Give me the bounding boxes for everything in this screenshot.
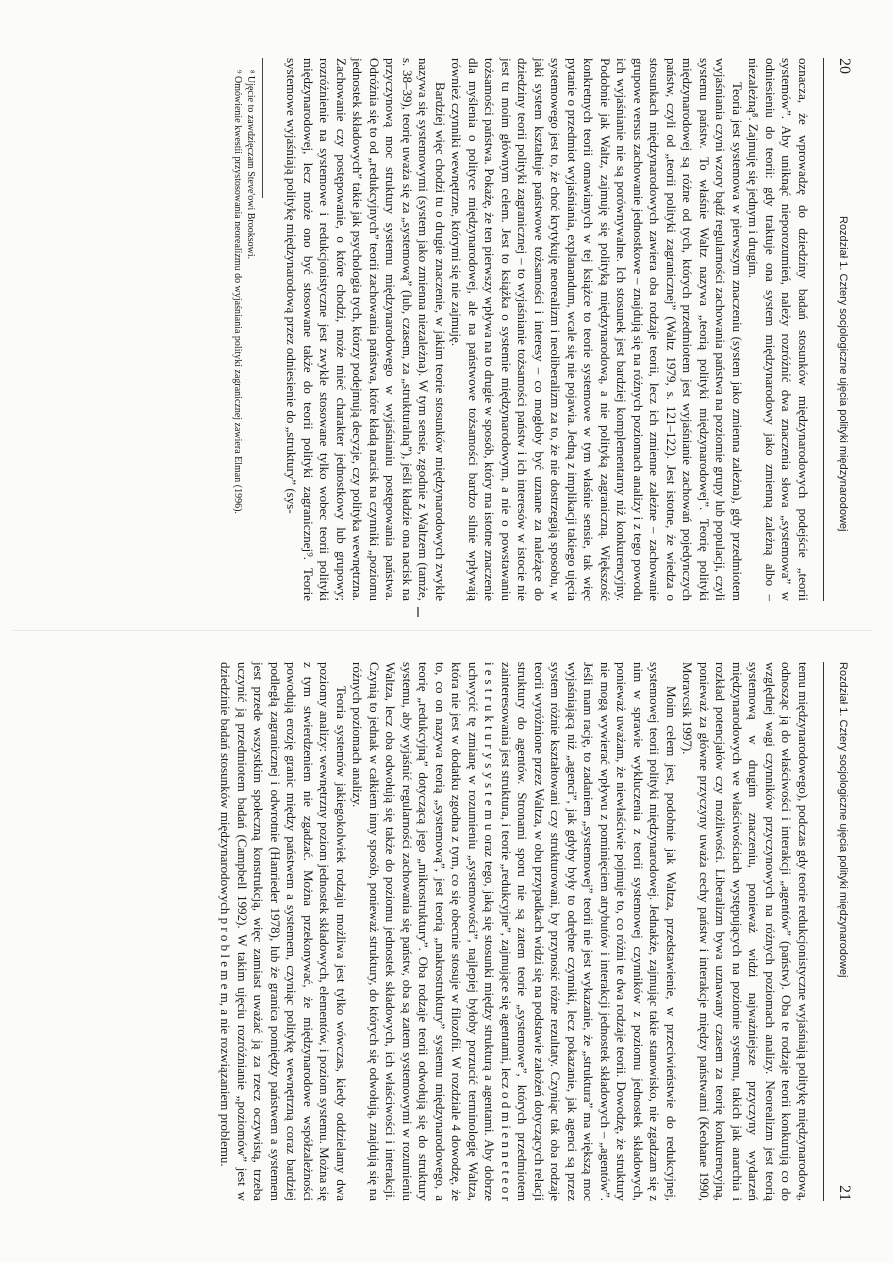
footnote: ⁸ Ujęcie to zawdzięczam Steve'owi Brooksowi. bbox=[245, 70, 256, 260]
paragraph: Bardziej więc chodzi tu o drugie znaczenie, w jakim teorie stosunków międzynarodowych zwykle nazywa się systemowymi (system jako zmienna niezależna). W tym sensie, zgodnie z Waltzem (tamże, s. 38–39), teorię uważa się za „systemową” (lub, czasem, za „strukturalną”), jeśli kładzie ona nacisk na przyczynową moc struktury systemu międzynarodowego w wyjaśnianiu postępowania państwa. Odróżnia się to od „redukcyjnych” teorii zachowania państwa, które kładą nacisk na czynniki „poziomu jednostek składowych” takie jak psychologia tych, którzy podejmują decyzje, czy polityka wewnętrzna. Zachowanie czy postępowanie, o które chodzi, może mieć charakter jednostkowy lub grupowy; rozróżnienie na systemowe i redukcjonistyczne jest zwykle stosowane tylko wobec teorii polityki międzynarodowej, lecz może ono być stosowane także do teorii polityki zagranicznej⁹. Teorie systemowe wyjaśniają politykę międzynarodową przez odniesienie do „struktury” (sys- bbox=[284, 58, 448, 601]
running-header: Rozdział 1. Cztery socjologiczne ujęcia polityki międzynarodowej bbox=[837, 216, 849, 532]
paragraph: Moim celem jest, podobnie jak Waltza, przedstawienie, w przeciwieństwie do redukcyjnej, systemowej teorii polityki międzynarodowej. Jednakże, zajmując takie stanowisko, nie zgadzam się z nim w sprawie wykluczenia z teorii systemowej czynników z poziomu jednostek składowych, ponieważ uważam, że niewłaściwie pojmuje to, co różni te dwa rodzaje teorii. Dowodzę, że struktury nie mogą wywierać wpływu z pominięciem atrybutów i interakcji jednostek składowych – „agentów”. Jeśli mam rację, to zadaniem „systemowej” teorii nie jest wykazanie, że „struktura” ma większą moc wyjaśniającą niż „agenci”, jak gdyby były to odrębne czynniki, lecz pokazanie, jak agenci są przez system różnie kształtowani czy strukturowani, by przynosić różne rezultaty. Czyniąc tak oba rodzaje teorii wyróżnione przez Waltza, w obu przypadkach widzi się na podstawie założeń dotyczących relacji struktury do agentów. Stronami sporu nie są zatem teorie „systemowe”, których przedmiotem zainteresowania jest struktura, i teorie „redukcyjne”, zajmujące się agentami, lecz o d m i e n n e t e o r i e s t r u k t u r y s y s t e m u oraz tego, jaką się stosunki między strukturą a agentami. Aby dobrze uchwycić tę zmianę w rozumieniu „systemowości”, najlepiej byłoby porzucić terminologię Waltza, która nie jest w dodatku zgodna z tym, co się obecnie stosuje w filozofii. W rozdziale 4 dowodzę, że to, co on nazywa teorią „systemową”, jest teorią „makrostruktury” systemu międzynarodowego, a teorię „redukcyjną” dotyczącą jego „mikrostruktury”. Oba rodzaje teorii odwołują się do struktury systemu, aby wyjaśnić regularności zachowania się państw, oba są zatem systemowymi w rozumieniu Waltza, lecz oba odwołują się także do poziomu jednostek składowych, ich właściwości i interakcji. Czynią to jednak w całkiem inny sposób, ponieważ struktury, do których się odwołują, znajdują się na różnych poziomach analizy. bbox=[350, 662, 679, 1201]
right-page-header bbox=[835, 662, 853, 1201]
paragraph: oznacza, że wprowadzę do dziedziny badań stosunków międzynarodowych podejście „teorii systemów”. Aby uniknąć nieporozumień, należy rozróżnić dwa znaczenia słowa „systemowa” w odniesieniu do teorii: gdy traktuje ona system międzynarodowy jako zmienną zależną albo – niezależną⁸. Zajmuję się jednym i drugim. bbox=[746, 58, 811, 601]
left-page-header bbox=[835, 58, 853, 601]
footnote: ⁹ Omówienie kwestii przystosowania neorealizmu do wyjaśniania polityki zagranicznej zawiera Elman (1996). bbox=[232, 70, 244, 514]
footnote-rule bbox=[262, 58, 263, 198]
paragraph: Teoria jest systemowa w pierwszym znaczeniu (system jako zmienna zależna), gdy przedmiotem wyjaśniania czyni wzory bądź regularności zachowania państwa na poziomie grupy lub populacji, czyli systemu państw. To właśnie Waltz nazywa „teorią polityki międzynarodowej”. Teorię polityki międzynarodowej są różne od tych, których przedmiotem jest wyjaśnianie zachowań pojedynczych państw, czyli od „teorii polityki zagranicznej” (Waltz 1979, s. 121–122). Jest istotne, że wiedza o stosunkach międzynarodowych zawiera oba rodzaje teorii, lecz ich zmienne zależne – zachowanie grupowe versus zachowanie jednostkowe – znajdują się na różnych poziomach analizy i z tego powodu ich wyjaśnianie nie są porównywalne. Ich stosunek jest bardziej komplementarny niż konkurencyjny. Podobnie jak Waltz, zajmuję się polityką międzynarodową, a nie polityką zagraniczną. Większość konkretnych teorii omawianych w tej książce to teorie systemowe w tym właśnie sensie, tak więc pytanie o przedmiot wyjaśniania, explanandum, wcale się nie pojawia. Jedną z implikacji takiego ujęcia systemowego jest to, że choć krytykuję neorealizm i neoliberalizm za to, że nie dostrzegają sposobu, w jaki system kształtuje państwowe tożsamości i interesy – co mogłoby być uznane za należące do dziedziny teorii polityki zagranicznej – to wyjaśnianie tożsamości państw i ich interesów w istocie nie jest tu moim głównym celem. Jest to książka o systemie międzynarodowym, a nie o powstawaniu tożsamości państwa. Pokażę, że ten pierwszy wpływa na to drugie w sposób, który ma istotne znaczenie dla myślenia o polityce międzynarodowej, ale na państwowe tożsamości bardzo silnie wpływają również czynniki wewnętrzne, którymi się nie zajmuję. bbox=[449, 58, 745, 601]
header-rule bbox=[823, 662, 824, 1201]
paragraph: temu międzynarodowego), podczas gdy teorie redukcjonistyczne wyjaśniają politykę międzynarodową, odnosząc ją do właściwości i interakcji „agentów” (państw). Oba te rodzaje teorii konkurują co do względnej wagi czynników przyczynowych na różnych poziomach analizy. Neorealizm jest teorią systemową w drugim znaczeniu, ponieważ widzi najważniejsze przyczyny wydarzeń międzynarodowych we właściwościach występujących na poziomie systemu, takich jak anarchia i rozkład potencjałów czy możliwości. Liberalizm bywa uznawany czasem za teorię konkurencyjną, ponieważ za główne przyczyny uważa cechy państw i interakcje między państwami (Keohane 1990, Moravcsik 1997). bbox=[680, 662, 811, 1201]
left-page bbox=[0, 0, 893, 631]
page-number: 20 bbox=[836, 58, 853, 74]
page-number: 21 bbox=[836, 1185, 853, 1201]
paragraph: Teoria systemów jakiegokolwiek rodzaju możliwa jest tylko wówczas, kiedy oddzielamy dwa poziomy analizy: wewnętrzny poziom jednostek składowych, elementów, i poziom systemu. Można się z tym stwierdzeniem nie zgadzać. Można przekonywać, że międzynarodowe współzależności powodują erozję granic między państwem a systemem, czyniąc politykę wewnętrzną coraz bardziej podległą zagranicznej i odwrotnie (Hanrieder 1978), lub że granica pomiędzy państwem a systemem jest przede wszystkim społeczną konstrukcją, więc zamiast uważać ją za rzecz oczywistą, trzeba uczynić ją przedmiotem badań (Campbell 1992). W takim ujęciu rozróżnianie „poziomów” jest w dziedzinie badań stosunków międzynarodowych p r o b l e m e m, a nie rozwiązaniem problemu. bbox=[218, 662, 349, 1201]
right-page bbox=[0, 632, 893, 1263]
running-header: Rozdział 1. Cztery socjologiczne ujęcia polityki międzynarodowej bbox=[837, 662, 849, 978]
header-rule bbox=[823, 58, 824, 601]
